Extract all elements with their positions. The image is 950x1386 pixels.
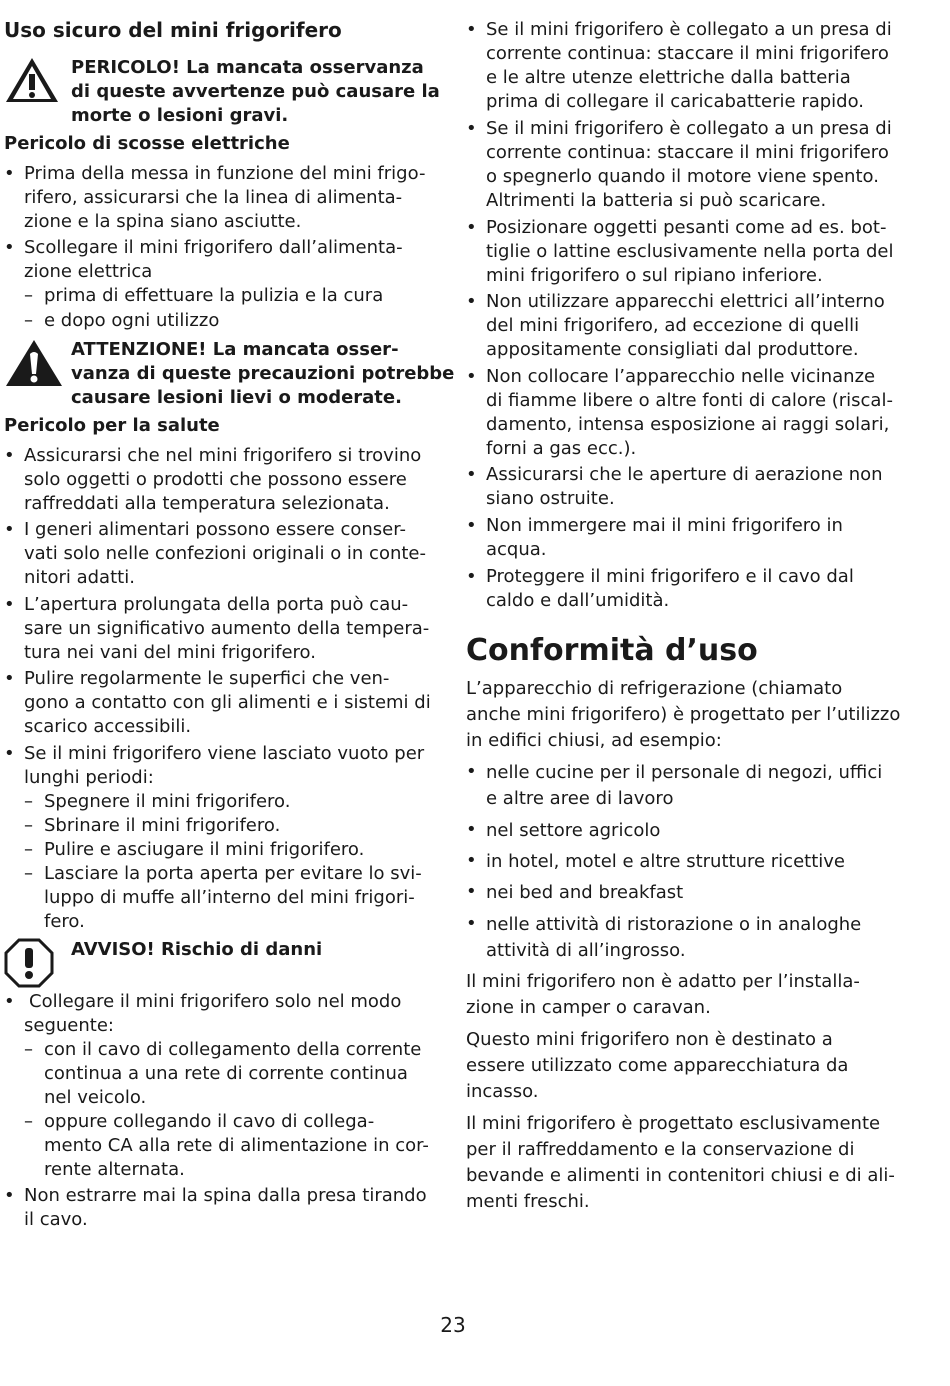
- warning-line-3: causare lesioni lievi o moderate.: [71, 387, 402, 408]
- bullet: •: [4, 668, 15, 689]
- bullet: •: [466, 515, 477, 536]
- shock-item-1-line-2: rifero, assicurarsi che la linea di alimenta-: [24, 187, 403, 208]
- health-subitem-2: Sbrinare il mini frigorifero.: [44, 815, 281, 836]
- notice-subitem-2-line-3: rente alternata.: [44, 1159, 185, 1180]
- danger-line-1: PERICOLO! La mancata osservanza: [71, 57, 424, 78]
- health-subitem-4-line-1: Lasciare la porta aperta per evitare lo svi-: [44, 863, 422, 884]
- right-item-6-line-1: Assicurarsi che le aperture di aerazione non: [486, 464, 883, 485]
- warning-line-1: ATTENZIONE! La mancata osser-: [71, 339, 399, 360]
- health-item-3-line-3: tura nei vani del mini frigorifero.: [24, 642, 316, 663]
- para3-line-4: menti freschi.: [466, 1191, 590, 1212]
- use-item-4: nei bed and breakfast: [486, 882, 684, 903]
- right-item-4-line-3: appositamente consigliati dal produttore.: [486, 339, 859, 360]
- use-item-1-line-1: nelle cucine per il personale di negozi, uffici: [486, 762, 883, 783]
- health-item-4-line-3: scarico accessibili.: [24, 716, 192, 737]
- health-subitem-4-line-3: fero.: [44, 911, 85, 932]
- para3-line-1: Il mini frigorifero è progettato esclusivamente: [466, 1113, 881, 1134]
- right-item-3-line-2: tiglie o lattine esclusivamente nella porta del: [486, 241, 894, 262]
- right-item-2-line-4: Altrimenti la batteria si può scaricare.: [486, 190, 827, 211]
- shock-item-2-line-2: zione elettrica: [24, 261, 153, 282]
- health-item-2-line-3: nitori adatti.: [24, 567, 135, 588]
- health-item-2-line-1: I generi alimentari possono essere conser-: [24, 519, 406, 540]
- health-item-1-line-1: Assicurarsi che nel mini frigorifero si trovino: [24, 445, 422, 466]
- use-item-3: in hotel, motel e altre strutture ricettive: [486, 851, 845, 872]
- para1-line-1: Il mini frigorifero non è adatto per l’installa-: [466, 971, 860, 992]
- shock-item-1-line-1: Prima della messa in funzione del mini frigo-: [24, 163, 426, 184]
- notice-subitem-2-line-2: mento CA alla rete di alimentazione in cor-: [44, 1135, 429, 1156]
- warning-line-2: vanza di queste precauzioni potrebbe: [71, 363, 455, 384]
- health-item-2-line-2: vati solo nelle confezioni originali o in conte-: [24, 543, 427, 564]
- safety-title: Uso sicuro del mini frigorifero: [4, 18, 342, 42]
- notice-heading: AVVISO! Rischio di danni: [71, 939, 323, 960]
- right-item-3-line-3: mini frigorifero o sul ripiano inferiore.: [486, 265, 823, 286]
- intro-line-3: in edifici chiusi, ad esempio:: [466, 730, 722, 751]
- bullet: •: [466, 118, 477, 139]
- notice-subitem-1-line-2: continua a una rete di corrente continua: [44, 1063, 408, 1084]
- bullet: •: [4, 237, 15, 258]
- right-item-3-line-1: Posizionare oggetti pesanti come ad es. bot-: [486, 217, 887, 238]
- health-item-5-line-1: Se il mini frigorifero viene lasciato vuoto per: [24, 743, 425, 764]
- notice-item-line-1: Collegare il mini frigorifero solo nel modo: [29, 991, 402, 1012]
- health-item-1-line-2: solo oggetti o prodotti che possono essere: [24, 469, 407, 490]
- shock-item-1-line-3: zione e la spina siano asciutte.: [24, 211, 302, 232]
- health-heading: Pericolo per la salute: [4, 415, 220, 436]
- right-item-8-line-2: caldo e dall’umidità.: [486, 590, 670, 611]
- dash: –: [24, 863, 33, 884]
- bullet: •: [4, 594, 15, 615]
- health-item-3-line-2: sare un significativo aumento della tempera-: [24, 618, 430, 639]
- dash: –: [24, 815, 33, 836]
- health-item-3-line-1: L’apertura prolungata della porta può cau-: [24, 594, 409, 615]
- use-item-5-line-1: nelle attività di ristorazione o in analoghe: [486, 914, 862, 935]
- right-item-5-line-1: Non collocare l’apparecchio nelle vicinanze: [486, 366, 876, 387]
- bullet: •: [466, 881, 477, 902]
- dash: –: [24, 791, 33, 812]
- dash: –: [24, 839, 33, 860]
- warning-icon: [4, 338, 64, 388]
- danger-line-2: di queste avvertenze può causare la: [71, 81, 440, 102]
- health-item-4-line-2: gono a contatto con gli alimenti e i sistemi di: [24, 692, 431, 713]
- para3-line-3: bevande e alimenti in contenitori chiusi e di ali-: [466, 1165, 895, 1186]
- para2-line-3: incasso.: [466, 1081, 539, 1102]
- right-item-1-line-3: e le altre utenze elettriche dalla batteria: [486, 67, 851, 88]
- use-item-1-line-2: e altre aree di lavoro: [486, 788, 674, 809]
- bullet: •: [466, 913, 477, 934]
- right-item-5-line-3: damento, intensa esposizione ai raggi solari,: [486, 414, 890, 435]
- health-item-4-line-1: Pulire regolarmente le superfici che ven-: [24, 668, 390, 689]
- health-subitem-1: Spegnere il mini frigorifero.: [44, 791, 291, 812]
- right-item-7-line-2: acqua.: [486, 539, 547, 560]
- notice-icon: [4, 938, 54, 988]
- bullet: •: [4, 163, 15, 184]
- section-title: Conformità d’uso: [466, 633, 758, 668]
- right-item-2-line-3: o spegnerlo quando il motore viene spento.: [486, 166, 879, 187]
- right-item-1-line-1: Se il mini frigorifero è collegato a un presa di: [486, 19, 892, 40]
- right-item-1-line-4: prima di collegare il caricabatterie rapido.: [486, 91, 865, 112]
- bullet: •: [466, 819, 477, 840]
- health-item-5-line-2: lunghi periodi:: [24, 767, 154, 788]
- right-item-5-line-4: forni a gas ecc.).: [486, 438, 637, 459]
- para2-line-1: Questo mini frigorifero non è destinato a: [466, 1029, 833, 1050]
- notice-subitem-2-line-1: oppure collegando il cavo di collega-: [44, 1111, 375, 1132]
- danger-line-3: morte o lesioni gravi.: [71, 105, 289, 126]
- dash: –: [24, 285, 33, 306]
- right-item-6-line-2: siano ostruite.: [486, 488, 615, 509]
- dash: –: [24, 1039, 33, 1060]
- right-item-4-line-1: Non utilizzare apparecchi elettrici all’interno: [486, 291, 885, 312]
- page-number: 23: [440, 1313, 466, 1337]
- right-item-1-line-2: corrente continua: staccare il mini frigorifero: [486, 43, 889, 64]
- bullet: •: [4, 519, 15, 540]
- bullet: •: [466, 291, 477, 312]
- last-item-line-1: Non estrarre mai la spina dalla presa tirando: [24, 1185, 427, 1206]
- right-item-8-line-1: Proteggere il mini frigorifero e il cavo dal: [486, 566, 854, 587]
- intro-line-1: L’apparecchio di refrigerazione (chiamato: [466, 678, 843, 699]
- shock-heading: Pericolo di scosse elettriche: [4, 133, 290, 154]
- right-item-4-line-2: del mini frigorifero, ad eccezione di quelli: [486, 315, 860, 336]
- notice-subitem-1-line-1: con il cavo di collegamento della corrente: [44, 1039, 422, 1060]
- shock-subitem-1: prima di effettuare la pulizia e la cura: [44, 285, 384, 306]
- bullet: •: [466, 19, 477, 40]
- bullet: •: [466, 566, 477, 587]
- notice-item-line-2: seguente:: [24, 1015, 114, 1036]
- right-item-7-line-1: Non immergere mai il mini frigorifero in: [486, 515, 843, 536]
- health-item-1-line-3: raffreddati alla temperatura selezionata.: [24, 493, 390, 514]
- bullet: •: [466, 464, 477, 485]
- intro-line-2: anche mini frigorifero) è progettato per l’utilizzo: [466, 704, 901, 725]
- health-subitem-4-line-2: luppo di muffe all’interno del mini frigori-: [44, 887, 415, 908]
- para1-line-2: zione in camper o caravan.: [466, 997, 711, 1018]
- use-item-5-line-2: attività di all’ingrosso.: [486, 940, 686, 961]
- use-item-2: nel settore agricolo: [486, 820, 661, 841]
- bullet: •: [4, 743, 15, 764]
- bullet: •: [4, 445, 15, 466]
- danger-icon: [4, 56, 60, 104]
- bullet: •: [466, 366, 477, 387]
- last-item-line-2: il cavo.: [24, 1209, 88, 1230]
- para3-line-2: per il raffreddamento e la conservazione di: [466, 1139, 855, 1160]
- bullet: •: [4, 991, 15, 1012]
- shock-item-2-line-1: Scollegare il mini frigorifero dall’alimenta-: [24, 237, 403, 258]
- bullet: •: [4, 1185, 15, 1206]
- health-subitem-3: Pulire e asciugare il mini frigorifero.: [44, 839, 365, 860]
- right-item-2-line-1: Se il mini frigorifero è collegato a un presa di: [486, 118, 892, 139]
- para2-line-2: essere utilizzato come apparecchiatura da: [466, 1055, 849, 1076]
- bullet: •: [466, 850, 477, 871]
- shock-subitem-2: e dopo ogni utilizzo: [44, 310, 220, 331]
- notice-subitem-1-line-3: nel veicolo.: [44, 1087, 147, 1108]
- dash: –: [24, 310, 33, 331]
- bullet: •: [466, 217, 477, 238]
- dash: –: [24, 1111, 33, 1132]
- right-item-5-line-2: di fiamme libere o altre fonti di calore (riscal-: [486, 390, 893, 411]
- right-item-2-line-2: corrente continua: staccare il mini frigorifero: [486, 142, 889, 163]
- bullet: •: [466, 761, 477, 782]
